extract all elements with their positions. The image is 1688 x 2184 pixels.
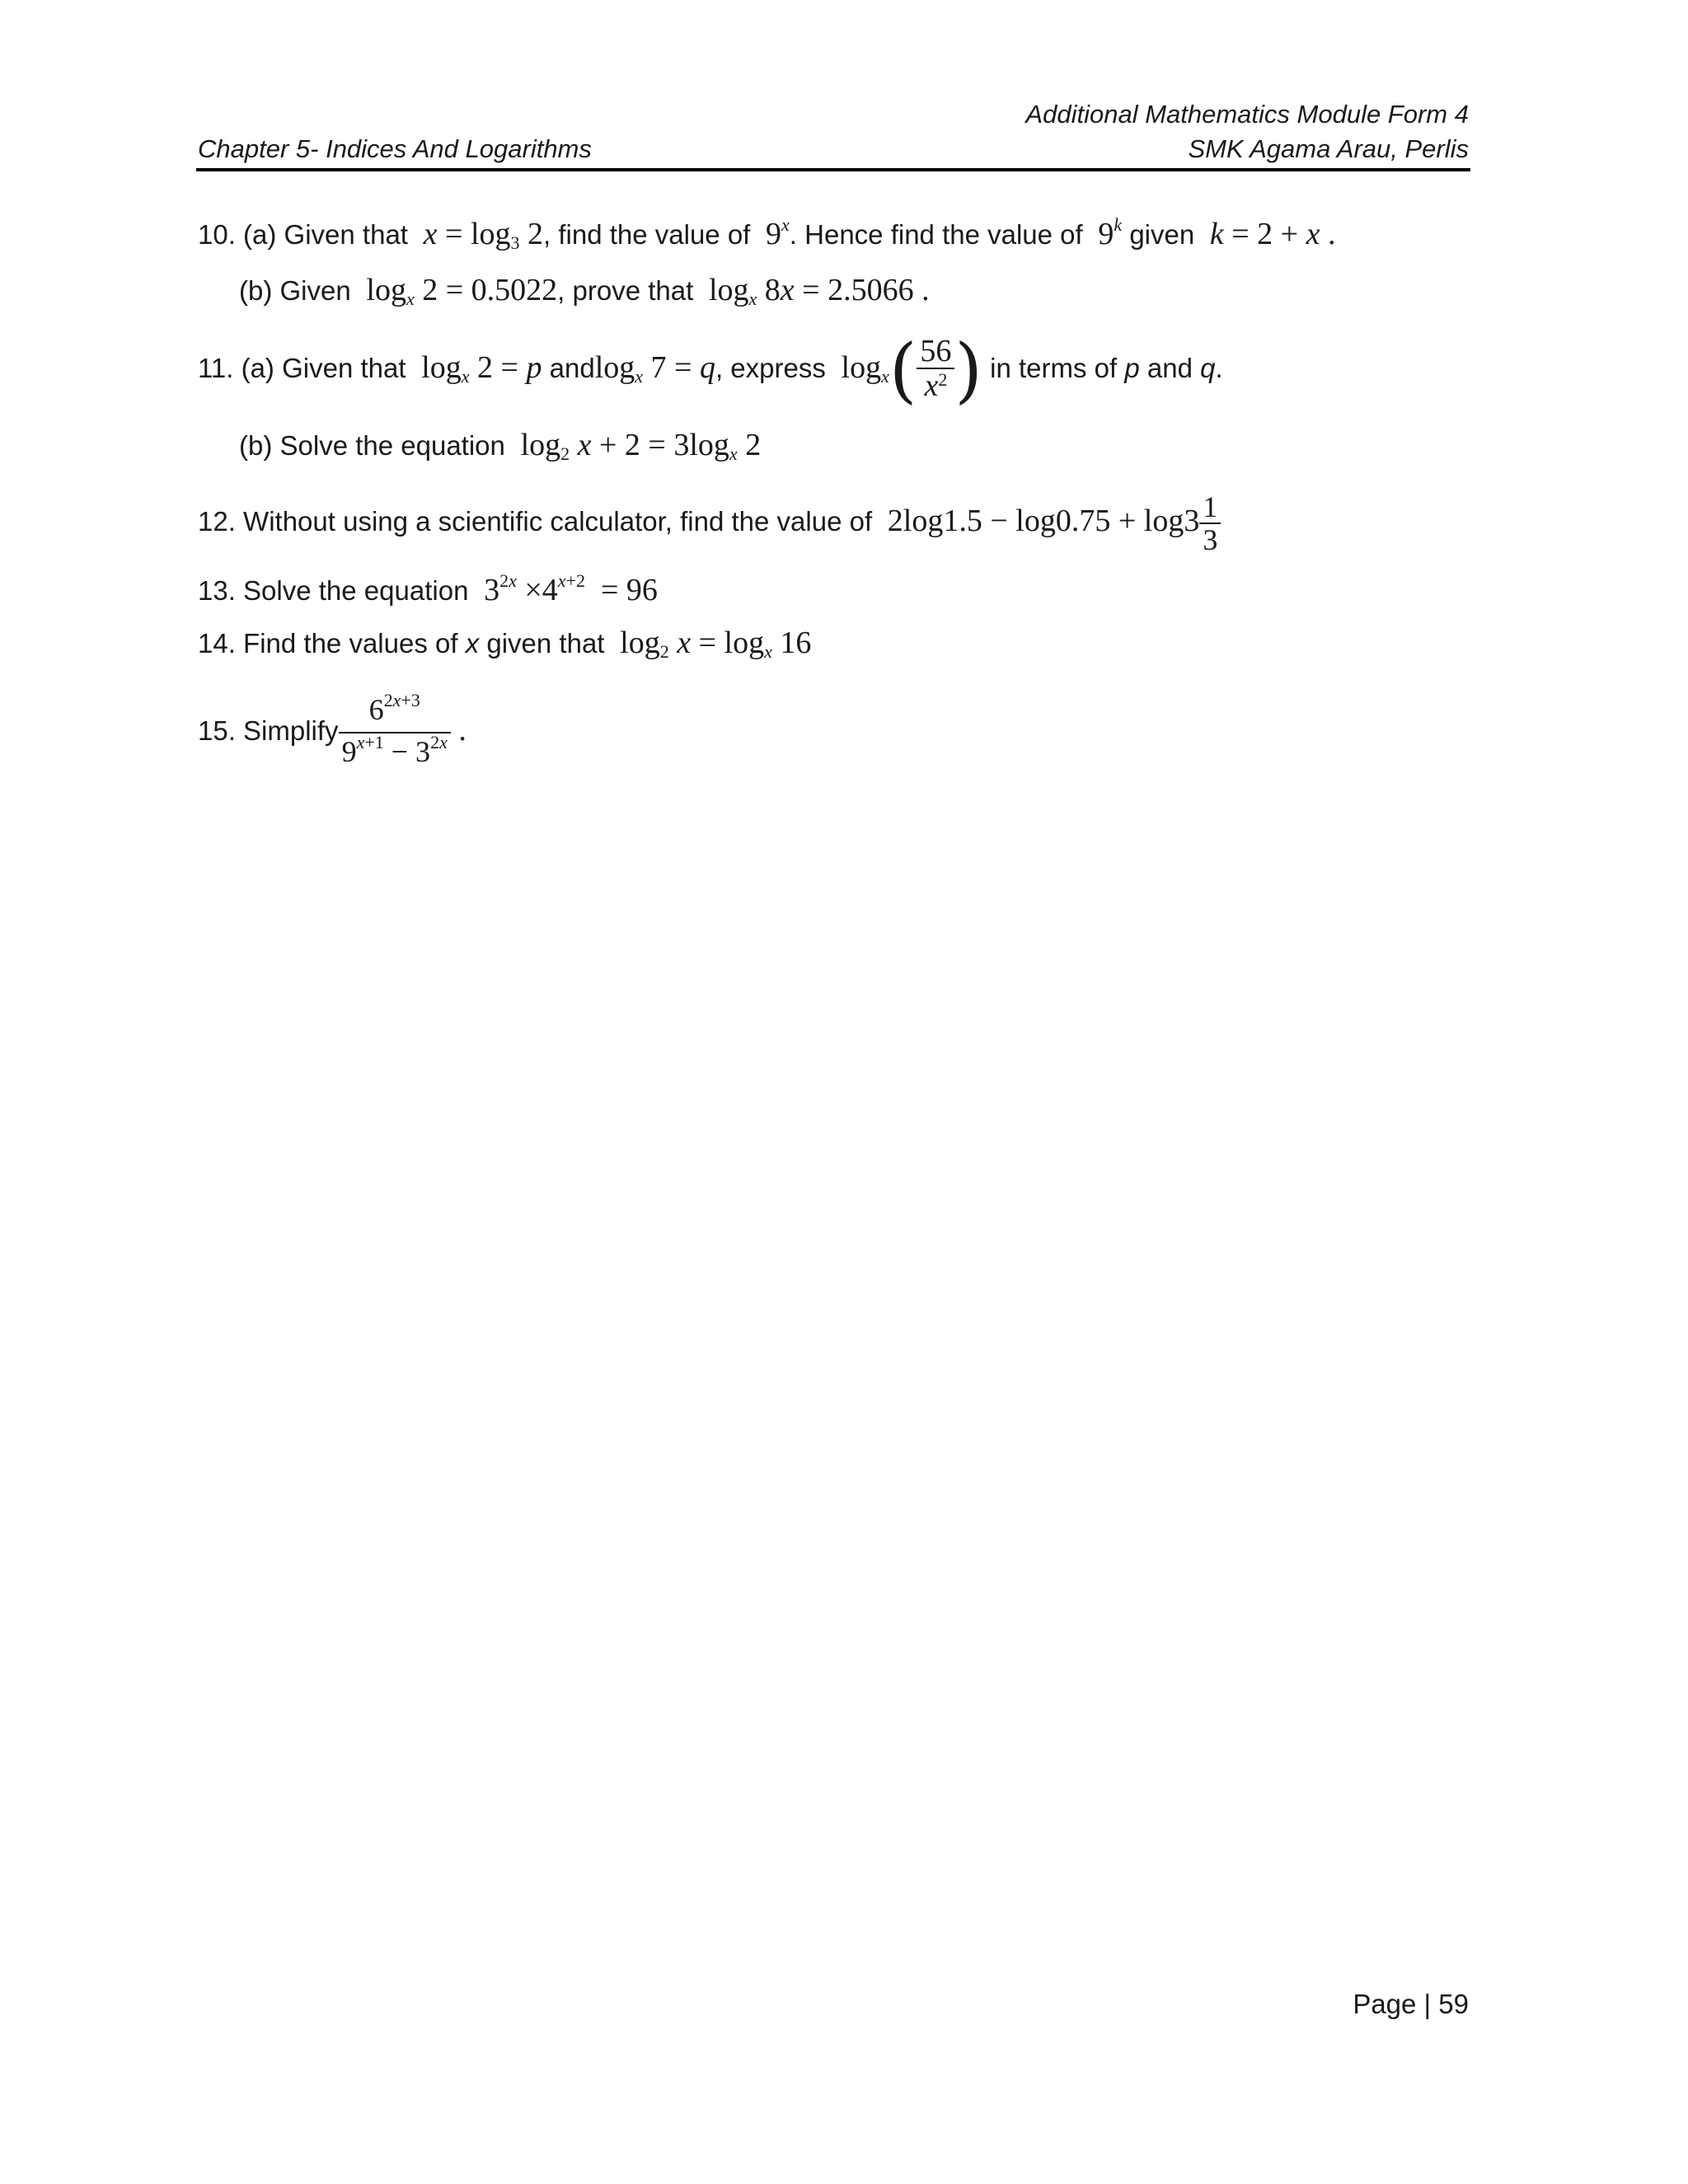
q11-text-end: . (1215, 353, 1223, 383)
q10-equation-k: k = 2 + x . (1209, 217, 1336, 251)
question-10a (198, 216, 1336, 256)
q10-expr-9x: 9$^x$ (757, 214, 790, 251)
q15-fraction: $\frac{6^{2x+3}}{9^{x+1} - 3^{2x}}$ (339, 691, 451, 774)
page-header-right (1025, 97, 1469, 166)
q10b-label: (b) Given (239, 275, 351, 306)
q15-text: 15. Simplify (198, 715, 339, 746)
q10-expr-9k: 9$^k$ (1090, 214, 1123, 251)
q10-text-2: . Hence find the value of (789, 219, 1083, 250)
q11-text-2: , express (715, 353, 826, 383)
q11-text-and: and (1146, 353, 1193, 383)
q10-label: 10. (a) Given that (198, 219, 408, 250)
q11-fraction: $\frac{56}{x^2}$ (917, 335, 954, 406)
q12-fraction: $\frac{1}{3}$ (1199, 491, 1221, 555)
q13-equation: $3^{2x} \times 4^{x+2} = 96$ (476, 570, 658, 607)
q11-text-3: in terms of (990, 353, 1118, 383)
q12-expression: 2log1.5 − log0.75 + log3 $\frac{1}{3}$ (879, 504, 1221, 538)
q10-text-3: given (1129, 219, 1195, 250)
q11-label: 11. (a) Given that (198, 353, 406, 383)
q11-var-p: p (1124, 353, 1140, 383)
question-13 (198, 572, 658, 612)
question-10b (239, 272, 930, 312)
q10b-equation-2: $\log_x 8x = 2.5066$ . (701, 273, 930, 309)
question-11a (198, 323, 1223, 416)
question-12 (198, 483, 1221, 560)
question-15 (198, 689, 467, 774)
question-14 (198, 625, 811, 665)
q10b-text-1: , prove that (557, 275, 694, 306)
q10b-equation-1: $\log_x 2 = 0.5022$ (358, 273, 558, 309)
q11-text-1: and (549, 353, 595, 383)
school-name: SMK Agama Arau, Perlis (1188, 134, 1469, 163)
q10-equation-1: $x = \log_3 2$ (423, 217, 544, 253)
q15-period: . (450, 713, 467, 748)
module-title: Additional Mathematics Module Form 4 (1025, 100, 1469, 129)
q11-equation-2: $\log_x 7 = q$ (594, 350, 715, 387)
q12-text: 12. Without using a scientific calculator, find the value of (198, 506, 873, 537)
q11b-equation: $\log_2 x + 2 = 3\log_x$ 2 (513, 428, 762, 464)
q14-text-b: given that (486, 628, 605, 658)
chapter-title: Chapter 5- Indices And Logarithms (198, 134, 592, 163)
q10-text-1: , find the value of (543, 219, 751, 250)
q14-text-a: 14. Find the values of (198, 628, 458, 658)
q14-equation: $\log_2 x = \log_x 16$ (612, 626, 812, 662)
question-11b (239, 427, 761, 467)
page-number: Page | 59 (1353, 1989, 1469, 2019)
q13-text: 13. Solve the equation (198, 575, 469, 606)
q14-var-x: x (465, 628, 480, 658)
q11-var-q: q (1200, 353, 1216, 383)
q11b-label: (b) Solve the equation (239, 430, 505, 461)
q11-log-expression: $\log_x$( $\frac{56}{x^2}$ ) (833, 329, 982, 412)
header-rule (196, 168, 1470, 171)
right-paren: ) (954, 329, 982, 412)
q11-equation-1: $\log_x 2 = p$ (413, 350, 542, 387)
left-paren: ( (889, 329, 917, 412)
